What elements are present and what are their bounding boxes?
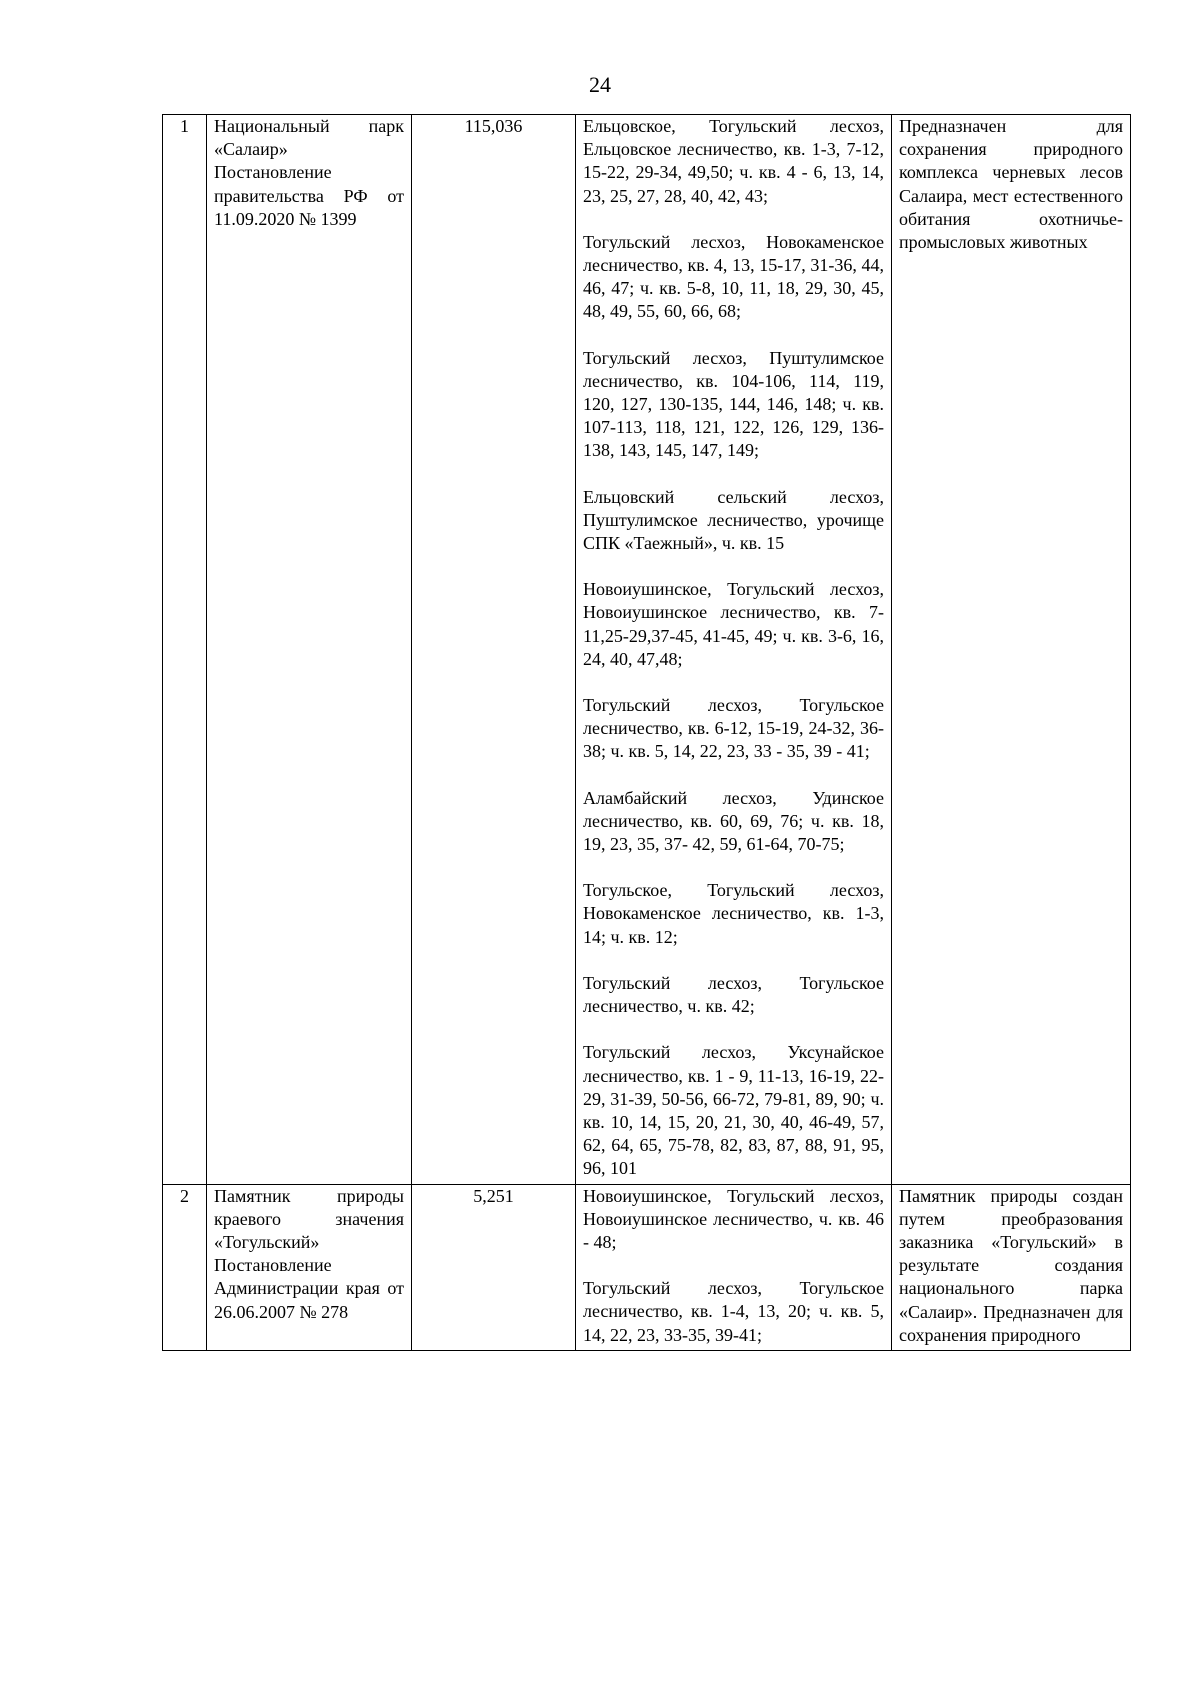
- location-paragraph: Ельцовское, Тогульский лесхоз, Ельцовское лесничество, кв. 1-3, 7-12, 15-22, 29-34, 49,50; ч. кв. 4 - 6, 13, 14, 23, 25, 27, 28, 40, 42, 43;: [583, 116, 884, 206]
- location-paragraph: Тогульское, Тогульский лесхоз, Новокаменское лесничество, кв. 1-3, 14; ч. кв. 12;: [583, 880, 884, 947]
- location-paragraph: Тогульский лесхоз, Тогульское лесничество, кв. 1-4, 13, 20; ч. кв. 5, 14, 22, 23, 33-35, 39-41;: [583, 1278, 884, 1345]
- location-cell: [576, 1184, 892, 1350]
- table-row: [163, 115, 1131, 1185]
- protected-areas-table: [162, 114, 1131, 1351]
- location-paragraph: Тогульский лесхоз, Тогульское лесничество, ч. кв. 42;: [583, 972, 884, 1017]
- location-paragraph: Новоиушинское, Тогульский лесхоз, Новоиушинское лесничество, ч. кв. 46 - 48;: [583, 1185, 884, 1252]
- area-name: Национальный парк «Салаир» Постановление правительства РФ от 11.09.2020 № 1399: [207, 115, 412, 1185]
- area-size: 115,036: [412, 115, 576, 1185]
- location-paragraph: Ельцовский сельский лесхоз, Пуштулимское лесничество, урочище СПК «Таежный», ч. кв. 15: [583, 486, 884, 554]
- page-number: 24: [589, 72, 611, 97]
- area-size: 5,251: [412, 1184, 576, 1350]
- location-cell: [576, 115, 892, 1185]
- table-row: [163, 1184, 1131, 1350]
- location-paragraph: Новоиушинское, Тогульский лесхоз, Новоиушинское лесничество, кв. 7-11,25-29,37-45, 41-45, 49; ч. кв. 3-6, 16, 24, 40, 47,48;: [583, 579, 884, 669]
- row-number: 1: [163, 115, 207, 1185]
- location-paragraph: Тогульский лесхоз, Уксунайское лесничество, кв. 1 - 9, 11-13, 16-19, 22-29, 31-39, 50-56, 66-72, 79-81, 89, 90; ч. кв. 10, 14, 15, 20, 21, 30, 40, 46-49, 57, 62, 64, 65, 75-78, 82, 83, 87, 88, 91, 95, 96, 101: [583, 1042, 884, 1179]
- location-paragraph: Аламбайский лесхоз, Удинское лесничество, кв. 60, 69, 76; ч. кв. 18, 19, 23, 35, 37- 42, 59, 61-64, 70-75;: [583, 787, 884, 855]
- location-paragraph: Тогульский лесхоз, Новокаменское лесничество, кв. 4, 13, 15-17, 31-36, 44, 46, 47; ч. кв. 5-8, 10, 11, 18, 29, 30, 45, 48, 49, 55, 60, 66, 68;: [583, 231, 884, 322]
- location-paragraph: Тогульский лесхоз, Пуштулимское лесничество, кв. 104-106, 114, 119, 120, 127, 130-135, 144, 146, 148; ч. кв. 107-113, 118, 121, 122, 126, 129, 136-138, 143, 145, 147, 149;: [583, 347, 884, 461]
- purpose-cell: Памятник природы создан путем преобразования заказника «Тогульский» в результате создания национального парка «Салаир». Предназначен для сохранения природного: [892, 1184, 1131, 1350]
- purpose-cell: Предназначен для сохранения природного комплекса черневых лесов Салаира, мест естественного обитания охотничье-промысловых животных: [892, 115, 1131, 1185]
- row-number: 2: [163, 1184, 207, 1350]
- location-paragraph: Тогульский лесхоз, Тогульское лесничество, кв. 6-12, 15-19, 24-32, 36-38; ч. кв. 5, 14, 22, 23, 33 - 35, 39 - 41;: [583, 695, 884, 762]
- area-name: Памятник природы краевого значения «Тогульский» Постановление Администрации края от 26.06.2007 № 278: [207, 1184, 412, 1350]
